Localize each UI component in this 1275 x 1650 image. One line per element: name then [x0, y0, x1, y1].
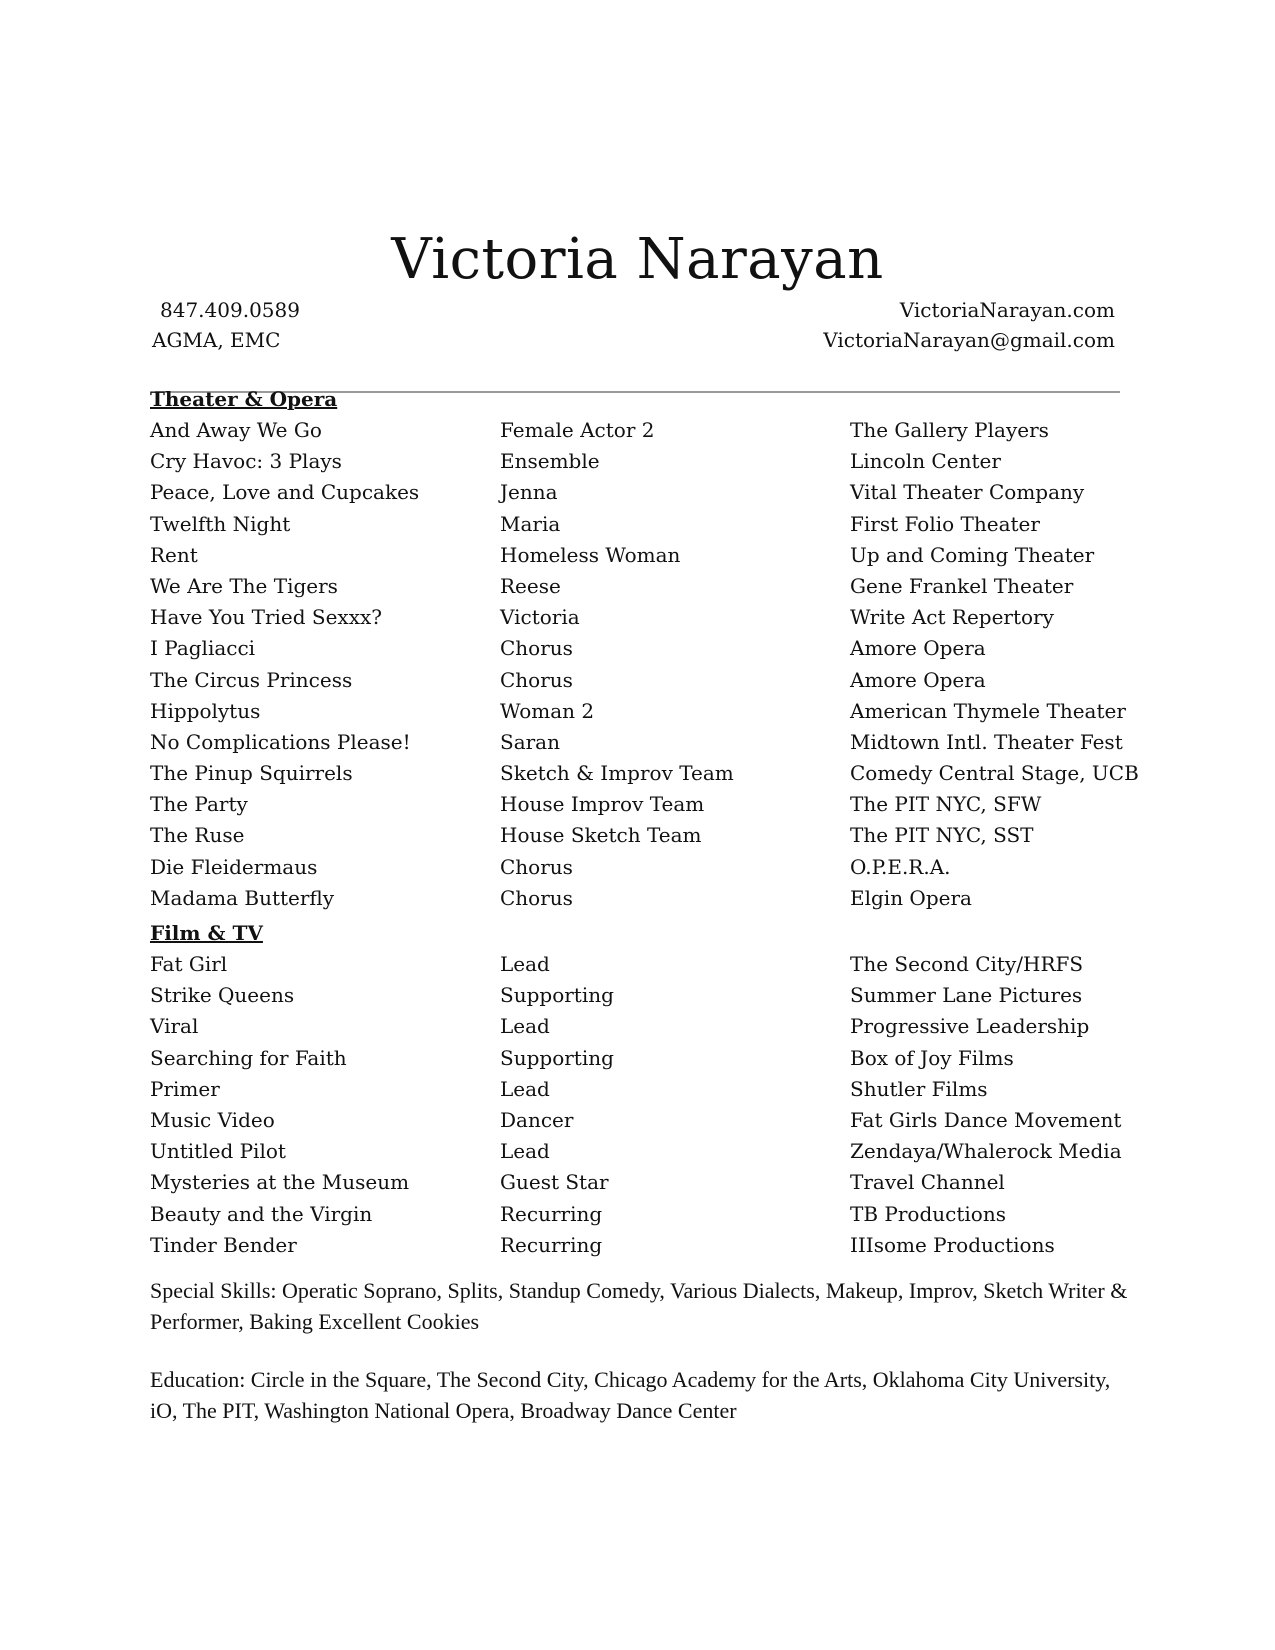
table-row: [150, 949, 1130, 980]
table-row: [150, 446, 1130, 477]
credit-company: Travel Channel: [850, 1170, 1005, 1195]
theater-heading: Theater & Opera: [150, 387, 338, 411]
credit-title: Peace, Love and Cupcakes: [150, 480, 420, 505]
credit-title: And Away We Go: [150, 418, 322, 442]
credit-role: House Sketch Team: [500, 823, 702, 848]
credit-role: Lead: [500, 1014, 550, 1039]
credit-company: Comedy Central Stage, UCB: [850, 761, 1139, 786]
table-row: [150, 820, 1130, 851]
credit-role: Lead: [500, 1139, 550, 1164]
credit-role: Recurring: [500, 1201, 603, 1226]
credit-title: Twelfth Night: [150, 511, 291, 536]
credit-title: The Pinup Squirrels: [150, 761, 353, 786]
credit-company: Write Act Repertory: [850, 605, 1054, 630]
credit-title: No Complications Please!: [150, 729, 411, 754]
credit-title: Tinder Bender: [150, 1232, 297, 1257]
email-address: VictoriaNarayan@gmail.com: [823, 328, 1115, 352]
film-heading: Film & TV: [150, 921, 263, 945]
credit-title: Die Fleidermaus: [150, 854, 318, 879]
credit-role: Dancer: [500, 1107, 574, 1132]
table-row: [150, 1230, 1130, 1261]
table-row: [150, 1199, 1130, 1230]
credit-company: The Gallery Players: [850, 418, 1049, 442]
education: Education: Circle in the Square, The Second City, Chicago Academy for the Arts, Oklahoma City University, iO, The PIT, Washington National Opera, Broadway Dance Center: [150, 1367, 1111, 1423]
theater-credits-list: [150, 415, 1139, 914]
table-row: [150, 1074, 1130, 1105]
credit-role: Chorus: [500, 636, 573, 661]
table-row: [150, 509, 1130, 540]
credit-role: Lead: [500, 1076, 550, 1101]
film-credits-list: [150, 949, 1130, 1261]
credit-role: Supporting: [500, 1045, 614, 1070]
credit-title: The Ruse: [150, 823, 245, 848]
table-row: [150, 602, 1130, 633]
credit-title: Searching for Faith: [150, 1045, 347, 1070]
credit-company: O.P.E.R.A.: [850, 854, 951, 879]
credit-role: Homeless Woman: [500, 542, 681, 567]
table-row: [150, 540, 1130, 571]
credit-role: House Improv Team: [500, 792, 705, 817]
table-row: [150, 415, 1130, 446]
credit-role: Victoria: [500, 605, 580, 630]
credit-company: Summer Lane Pictures: [850, 983, 1083, 1008]
credit-role: Sketch & Improv Team: [500, 761, 734, 786]
table-row: [150, 1011, 1130, 1042]
credit-title: Fat Girl: [150, 952, 228, 976]
credit-role: Supporting: [500, 983, 614, 1008]
credit-title: We Are The Tigers: [150, 573, 338, 598]
theater-section: [150, 384, 1139, 914]
table-row: [150, 789, 1130, 820]
credit-company: The PIT NYC, SFW: [850, 792, 1042, 817]
credit-title: Rent: [150, 542, 198, 567]
table-row: [150, 477, 1130, 508]
table-row: [150, 883, 1130, 914]
credit-company: Up and Coming Theater: [850, 542, 1095, 567]
table-row: [150, 633, 1130, 664]
table-row: [150, 1105, 1130, 1136]
credit-company: Shutler Films: [850, 1076, 988, 1101]
credit-company: The Second City/HRFS: [850, 952, 1084, 976]
credit-title: Cry Havoc: 3 Plays: [150, 449, 342, 474]
credit-role: Ensemble: [500, 449, 600, 474]
page-title: Victoria Narayan: [391, 227, 884, 292]
table-row: [150, 1167, 1130, 1198]
credit-title: The Party: [150, 792, 248, 817]
credit-company: Amore Opera: [850, 667, 986, 692]
credit-company: Box of Joy Films: [850, 1045, 1014, 1070]
credit-title: Untitled Pilot: [150, 1139, 286, 1164]
credit-company: Gene Frankel Theater: [850, 573, 1074, 598]
film-section: [150, 918, 1130, 1261]
credit-role: Reese: [500, 573, 561, 598]
credit-title: Mysteries at the Museum: [150, 1170, 410, 1195]
credit-company: Amore Opera: [850, 636, 986, 661]
table-row: [150, 1136, 1130, 1167]
credit-company: Zendaya/Whalerock Media: [850, 1139, 1122, 1164]
credit-role: Recurring: [500, 1232, 603, 1257]
table-row: [150, 571, 1130, 602]
credit-title: Strike Queens: [150, 983, 295, 1008]
credit-role: Lead: [500, 952, 550, 976]
credit-role: Chorus: [500, 667, 573, 692]
table-row: [150, 727, 1130, 758]
credit-title: The Circus Princess: [150, 667, 353, 692]
credit-title: Hippolytus: [150, 698, 261, 723]
credit-title: Have You Tried Sexxx?: [150, 605, 382, 630]
credit-role: Female Actor 2: [500, 418, 655, 442]
credit-company: Progressive Leadership: [850, 1014, 1090, 1039]
credit-title: Madama Butterfly: [150, 885, 335, 910]
phone-number: 847.409.0589: [160, 298, 300, 322]
website: VictoriaNarayan.com: [899, 298, 1115, 322]
credit-title: I Pagliacci: [150, 636, 256, 661]
special-skills: Special Skills: Operatic Soprano, Splits, Standup Comedy, Various Dialects, Makeup, Improv, Sketch Writer & Performer, Baking Excellent Cookies: [150, 1278, 1128, 1334]
credit-role: Saran: [500, 729, 560, 754]
credit-company: TB Productions: [850, 1201, 1006, 1226]
credit-role: Chorus: [500, 854, 573, 879]
table-row: [150, 852, 1130, 883]
credit-role: Woman 2: [500, 698, 595, 723]
credit-company: The PIT NYC, SST: [850, 823, 1034, 848]
credit-company: IIIsome Productions: [850, 1232, 1055, 1257]
credit-role: Jenna: [500, 480, 558, 505]
credit-company: First Folio Theater: [850, 511, 1040, 536]
credit-role: Maria: [500, 511, 561, 536]
credit-company: Midtown Intl. Theater Fest: [850, 729, 1123, 754]
credit-title: Viral: [150, 1014, 199, 1039]
credit-role: Guest Star: [500, 1170, 609, 1195]
union-affiliations: AGMA, EMC: [152, 328, 281, 352]
credit-company: Vital Theater Company: [850, 480, 1085, 505]
credit-company: Lincoln Center: [850, 449, 1001, 474]
credit-company: Elgin Opera: [850, 885, 972, 910]
credit-title: Beauty and the Virgin: [150, 1201, 373, 1226]
credit-company: American Thymele Theater: [850, 698, 1126, 723]
table-row: [150, 696, 1130, 727]
table-row: [150, 980, 1130, 1011]
credit-title: Primer: [150, 1076, 220, 1101]
table-row: [150, 758, 1139, 789]
credit-company: Fat Girls Dance Movement: [850, 1107, 1122, 1132]
credit-title: Music Video: [150, 1107, 275, 1132]
table-row: [150, 1043, 1130, 1074]
credit-role: Chorus: [500, 885, 573, 910]
table-row: [150, 665, 1130, 696]
